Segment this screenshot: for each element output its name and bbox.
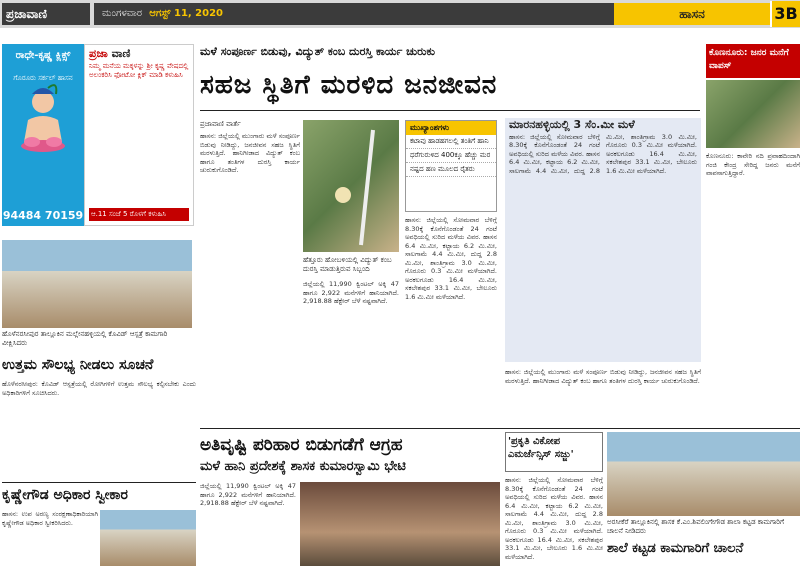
quote-headline: 'ಪ್ರಕೃತಿ ವಿಕೋಪ ಎಮರ್ಜೆನ್ಸಿಸ್ ಸಜ್ಜು' — [505, 432, 603, 472]
divider — [200, 110, 700, 111]
highlight-item: ನಷ್ಟದ ಹಣ ಮೂಲದ ರೈತರು — [406, 163, 496, 177]
prajavani-contest-box — [84, 44, 194, 226]
pv-contest-footer: ಆ.11 ಸಂಜೆ 5 ರೊಳಗೆ ಕಳುಹಿಸಿ — [89, 208, 189, 221]
bottom-headline: ಅತಿವೃಷ್ಟಿ ಪರಿಹಾರ ಬಿಡುಗಡೆಗೆ ಆಗ್ರಹ — [200, 435, 403, 455]
rain-damage-visit-photo — [300, 482, 500, 566]
main-kicker: ಮಳೆ ಸಂಪೂರ್ಣ ಬಿಡುವು, ವಿದ್ಯುತ್ ಕಂಬ ದುರಸ್ತಿ ಕಾರ್ಯ ಚುರುಕು — [200, 45, 435, 58]
main-body-3: ಹಾಸನ: ಜಿಲ್ಲೆಯಲ್ಲಿ ಸೋಮವಾರ ಬೆಳಿಗ್ಗೆ 8.30ಕ್ಕೆ ಕೊನೆಗೊಂಡಂತೆ 24 ಗಂಟೆ ಅವಧಿಯಲ್ಲಿ ಸುರಿದ ಮಳೆಯ ವಿವರ. ಹಾಸನ 6.4 ಮಿ.ಮೀ, ಕಟ್ಟಾಯ 6.2 ಮಿ.ಮೀ, ಸಾಲಗಾಮೆ 4.4 ಮಿ.ಮೀ, ದುದ್ದ 2.8 ಮಿ.ಮೀ, ಶಾಂತಿಗ್ರಾಮ 3.0 ಮಿ.ಮೀ, ಗೊರೂರು 0.3 ಮಿ.ಮೀ ಮಳೆಯಾಗಿದೆ. ಅರಕಲಗೂಡು 16.4 ಮಿ.ಮೀ, ಸಕಲೇಶಪುರ 33.1 ಮಿ.ಮೀ, ಬೇಲೂರು 1.6 ಮಿ.ಮೀ ಮಳೆಯಾಗಿದೆ. — [405, 216, 497, 301]
pv-contest-text: ನಿಮ್ಮ ಮನೆಯ ಮಕ್ಕಳನ್ನು ಶ್ರೀ ಕೃಷ್ಣ ವೇಷದಲ್ಲಿ ಅಲಂಕರಿಸಿ ಫೋಟೋ ಕ್ಲಿಕ್ ಮಾಡಿ ಕಳುಹಿಸಿ — [89, 62, 189, 79]
page-number: 3B — [770, 1, 800, 27]
byline: ಪ್ರಜಾವಾಣಿ ವಾರ್ತೆ — [200, 120, 241, 128]
pv-logo: ಪ್ರಜಾ ವಾಣಿ — [89, 47, 131, 60]
konanur-street-photo — [706, 80, 800, 148]
right-headline: ಕೊಣನೂರು: ಜನರ ಮನೆಗೆ ವಾಪಸ್ — [706, 44, 800, 78]
rainfall-title: ಮಾರನಹಳ್ಳಿಯಲ್ಲಿ 3 ಸೆಂ.ಮೀ ಮಳೆ — [509, 118, 635, 131]
ad-subtitle: ಗೊರೂರು ಸರ್ಕಲ್ ಹಾಸನ — [13, 74, 73, 82]
divider — [200, 428, 800, 429]
newspaper-brand: ಪ್ರಜಾವಾಣಿ — [2, 3, 90, 25]
ad-title: ರಾಧೇ-ಕೃಷ್ಣ ಕ್ಲಿಕ್ಸ್ — [15, 50, 71, 61]
school-headline: ಶಾಲೆ ಕಟ್ಟಡ ಕಾಮಗಾರಿಗೆ ಚಾಲನೆ — [607, 541, 744, 556]
highlight-item: ಧರೆಗುರುಳಿದ 400ಕ್ಕೂ ಹೆಚ್ಚು ಮರ — [406, 149, 496, 163]
highlights-box — [405, 120, 497, 212]
bottom-subhead: ಮಳೆ ಹಾನಿ ಪ್ರದೇಶಕ್ಕೆ ಶಾಸಕ ಕುಮಾರಸ್ವಾಮಿ ಭೇಟಿ — [200, 459, 406, 474]
rainfall-box — [505, 118, 701, 362]
left-body-2: ಹಾಸನ: ಉಪ ಅರಣ್ಯ ಸಂರಕ್ಷಣಾಧಿಕಾರಿಯಾಗಿ ಕೃಷ್ಣೇಗೌಡ ಅಧಿಕಾರ ಸ್ವೀಕರಿಸಿದರು. — [2, 510, 98, 527]
quote-body: ಹಾಸನ: ಜಿಲ್ಲೆಯಲ್ಲಿ ಸೋಮವಾರ ಬೆಳಿಗ್ಗೆ 8.30ಕ್ಕೆ ಕೊನೆಗೊಂಡಂತೆ 24 ಗಂಟೆ ಅವಧಿಯಲ್ಲಿ ಸುರಿದ ಮಳೆಯ ವಿವರ. ಹಾಸನ 6.4 ಮಿ.ಮೀ, ಕಟ್ಟಾಯ 6.2 ಮಿ.ಮೀ, ಸಾಲಗಾಮೆ 4.4 ಮಿ.ಮೀ, ದುದ್ದ 2.8 ಮಿ.ಮೀ, ಶಾಂತಿಗ್ರಾಮ 3.0 ಮಿ.ಮೀ, ಗೊರೂರು 0.3 ಮಿ.ಮೀ ಮಳೆಯಾಗಿದೆ. ಅರಕಲಗೂಡು 16.4 ಮಿ.ಮೀ, ಸಕಲೇಶಪುರ 33.1 ಮಿ.ಮೀ, ಬೇಲೂರು 1.6 ಮಿ.ಮೀ ಮಳೆಯಾಗಿದೆ. — [505, 476, 603, 561]
school-photo-caption: ಅರಸೀಕೆರೆ ತಾಲ್ಲೂಕಿನಲ್ಲಿ ಶಾಸಕ ಕೆ.ಎಂ.ಶಿವಲಿಂಗೇಗೌಡ ಶಾಲಾ ಕಟ್ಟಡ ಕಾಮಗಾರಿಗೆ ಚಾಲನೆ ನೀಡಿದರು — [607, 518, 785, 535]
main-photo-caption: ಹೆತ್ತೂರು ಹೋಬಳಿಯಲ್ಲಿ ವಿದ್ಯುತ್ ಕಂಬ ದುರಸ್ತಿ ಮಾಡುತ್ತಿರುವ ಸಿಬ್ಬಂದಿ — [303, 256, 392, 273]
highlights-title: ಮುಖ್ಯಾಂಶಗಳು — [406, 121, 496, 135]
divider — [2, 482, 196, 483]
left-headline-2: ಕೃಷ್ಣೇಗೌಡ ಅಧಿಕಾರ ಸ್ವೀಕಾರ — [2, 487, 128, 503]
day-label: ಮಂಗಳವಾರ — [102, 8, 143, 19]
highlight-item: ಕಟಾವು ಹಾಡಹಗಲಲ್ಲಿ ತಂತಿಗೆ ಹಾನಿ — [406, 135, 496, 149]
krishnegowda-photo — [100, 510, 196, 566]
left-photo-caption: ಹೊಳೆನರಸೀಪುರ ತಾಲ್ಲೂಕಿನ ಮಲ್ಲೇನಹಳ್ಳಿಯಲ್ಲಿ ಕೊವಿಡ್ ಆಸ್ಪತ್ರೆ ಕಾಮಗಾರಿ ವೀಕ್ಷಿಸಿದರು — [2, 330, 168, 347]
rainfall-body: ಹಾಸನ: ಜಿಲ್ಲೆಯಲ್ಲಿ ಸೋಮವಾರ ಬೆಳಿಗ್ಗೆ 8.30ಕ್ಕೆ ಕೊನೆಗೊಂಡಂತೆ 24 ಗಂಟೆ ಅವಧಿಯಲ್ಲಿ ಸುರಿದ ಮಳೆಯ ವಿವರ. ಹಾಸನ 6.4 ಮಿ.ಮೀ, ಕಟ್ಟಾಯ 6.2 ಮಿ.ಮೀ, ಸಾಲಗಾಮೆ 4.4 ಮಿ.ಮೀ, ದುದ್ದ 2.8 ಮಿ.ಮೀ, ಶಾಂತಿಗ್ರಾಮ 3.0 ಮಿ.ಮೀ, ಗೊರೂರು 0.3 ಮಿ.ಮೀ ಮಳೆಯಾಗಿದೆ. ಅರಕಲಗೂಡು 16.4 ಮಿ.ಮೀ, ಸಕಲೇಶಪುರ 33.1 ಮಿ.ಮೀ, ಬೇಲೂರು 1.6 ಮಿ.ಮೀ ಮಳೆಯಾಗಿದೆ. — [509, 132, 697, 175]
rain-continuation: ಹಾಸನ: ಜಿಲ್ಲೆಯಲ್ಲಿ ಮುಂಗಾರು ಮಳೆ ಸಂಪೂರ್ಣ ಬಿಡುವು ನೀಡಿದ್ದು, ಜನಜೀವನ ಸಹಜ ಸ್ಥಿತಿಗೆ ಮರಳುತ್ತಿದೆ. ಹಾನಿಗೀಡಾದ ವಿದ್ಯುತ್ ಕಂಬ ಹಾಗೂ ತಂತಿಗಳ ದುರಸ್ತಿ ಕಾರ್ಯ ಚುರುಕುಗೊಂಡಿದೆ. — [505, 368, 701, 385]
school-building-event-photo — [607, 432, 800, 516]
bottom-body: ಜಿಲ್ಲೆಯಲ್ಲಿ 11,990 ಕ್ವಿಂಟಲ್ ಅಕ್ಕಿ 47 ಹಾಗೂ 2,922 ಮನೆಗಳಿಗೆ ಹಾನಿಯಾಗಿದೆ. 2,918.88 ಹೆಕ್ಟೇರ್ ಬೆಳೆ ನಷ್ಟವಾಗಿದೆ. — [200, 482, 296, 507]
main-body-2: ಜಿಲ್ಲೆಯಲ್ಲಿ 11,990 ಕ್ವಿಂಟಲ್ ಅಕ್ಕಿ 47 ಹಾಗೂ 2,922 ಮನೆಗಳಿಗೆ ಹಾನಿಯಾಗಿದೆ. 2,918.88 ಹೆಕ್ಟೇರ್ ಬೆಳೆ ನಷ್ಟವಾಗಿದೆ. — [303, 280, 399, 305]
left-body: ಹೊಳೆನರಸೀಪುರ: ಕೊವಿಡ್ ಆಸ್ಪತ್ರೆಯಲ್ಲಿ ರೋಗಿಗಳಿಗೆ ಉತ್ತಮ ಸೌಲಭ್ಯ ಕಲ್ಪಿಸಬೇಕು ಎಂದು ಅಧಿಕಾರಿಗಳಿಗೆ ಸೂಚಿಸಿದರು. — [2, 380, 196, 397]
date-label: ಆಗಸ್ಟ್ 11, 2020 — [149, 8, 224, 19]
left-headline: ಉತ್ತಮ ಸೌಲಭ್ಯ ನೀಡಲು ಸೂಚನೆ — [2, 357, 154, 373]
radhe-krishna-ad — [2, 44, 84, 226]
covid-hospital-inspection-photo — [2, 240, 192, 328]
krishna-illustration-icon — [18, 84, 68, 154]
district-label: ಹಾಸನ — [614, 3, 770, 25]
power-pole-repair-photo — [303, 120, 399, 252]
main-headline: ಸಹಜ ಸ್ಥಿತಿಗೆ ಮರಳಿದ ಜನಜೀವನ — [200, 70, 498, 100]
ad-phone: 94484 70159 — [2, 209, 84, 222]
main-body: ಹಾಸನ: ಜಿಲ್ಲೆಯಲ್ಲಿ ಮುಂಗಾರು ಮಳೆ ಸಂಪೂರ್ಣ ಬಿಡುವು ನೀಡಿದ್ದು, ಜನಜೀವನ ಸಹಜ ಸ್ಥಿತಿಗೆ ಮರಳುತ್ತಿದೆ. ಹಾನಿಗೀಡಾದ ವಿದ್ಯುತ್ ಕಂಬ ಹಾಗೂ ತಂತಿಗಳ ದುರಸ್ತಿ ಕಾರ್ಯ ಚುರುಕುಗೊಂಡಿದೆ. — [200, 132, 300, 174]
power-pole-icon — [303, 120, 399, 252]
dateline — [94, 3, 614, 25]
right-body: ಕೊಣನೂರು: ಕಾವೇರಿ ನದಿ ಪ್ರವಾಹದಿಂದಾಗಿ ಗಂಜಿ ಕೇಂದ್ರ ಸೇರಿದ್ದ ಜನರು ಮನೆಗೆ ವಾಪಸಾಗುತ್ತಿದ್ದಾರೆ. — [706, 152, 800, 177]
